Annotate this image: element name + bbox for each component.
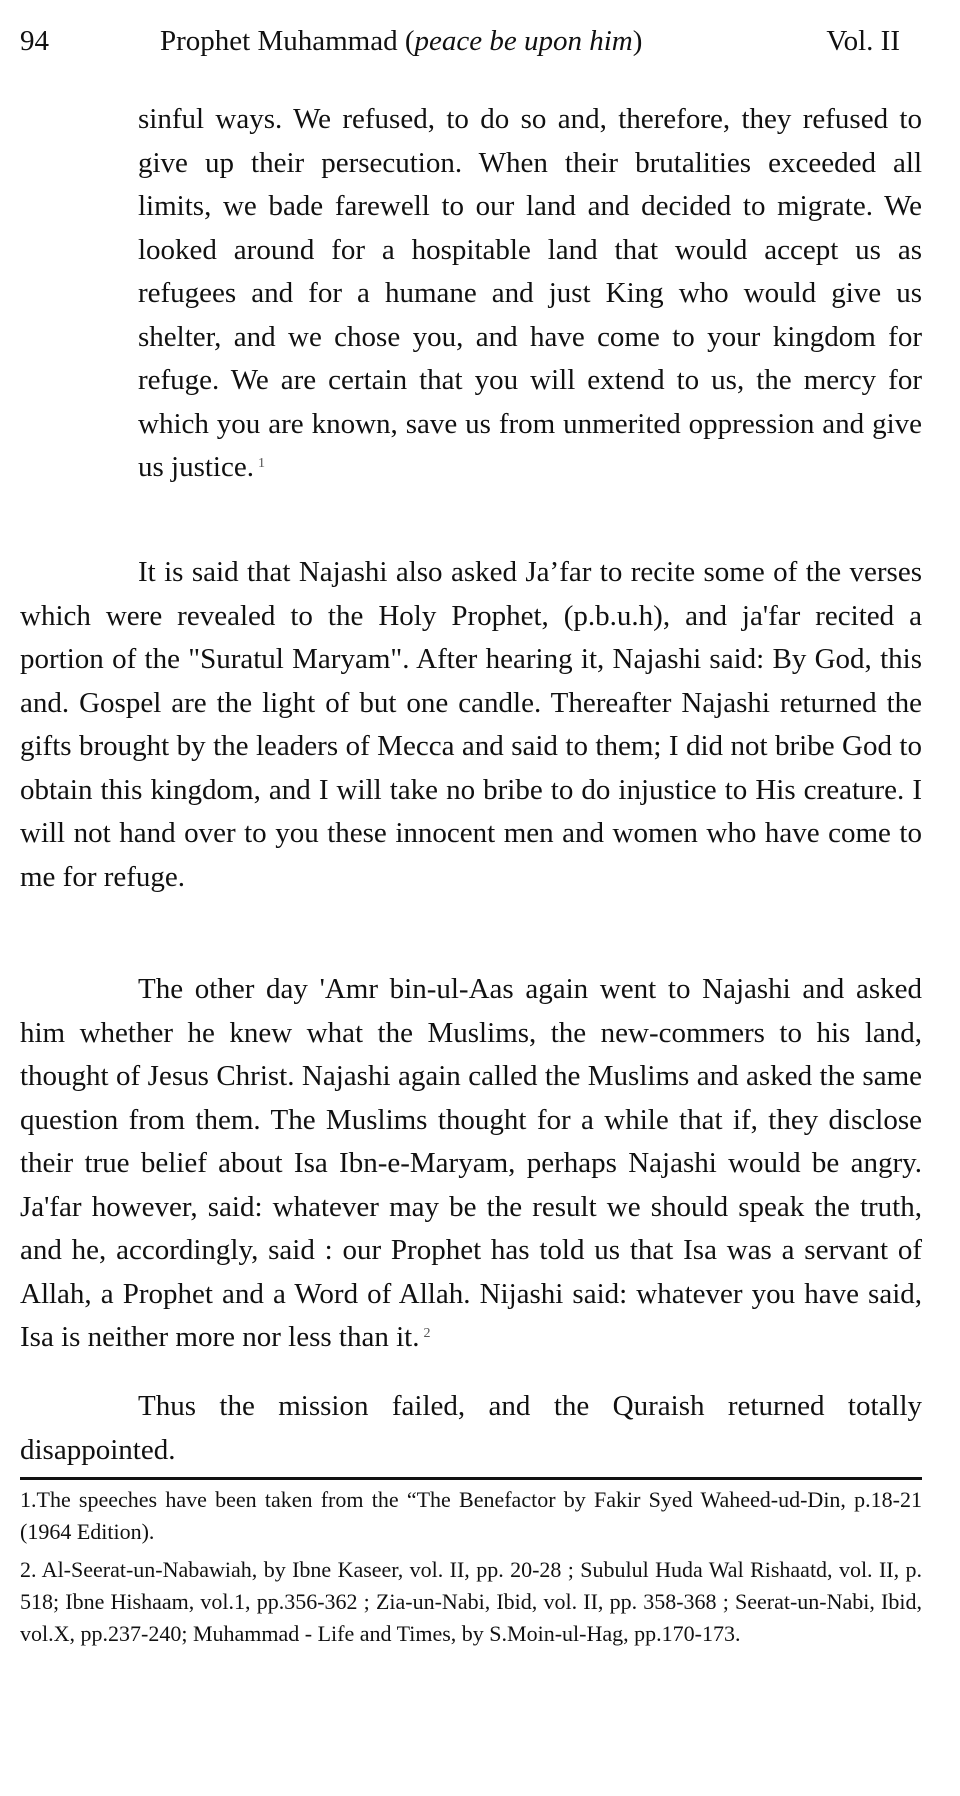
block-quote-text: sinful ways. We refused, to do so and, therefore, they refused to give up their persecution. When their brutalities exceeded all limits, we bade farewell to our land and decided to migrate. We looked around for a hospitable land that would accept us as refugees and for a humane and just King who would give us shelter, and we chose you, and have come to your kingdom for refuge. We are certain that you will extend to us, the mercy for which you are known, save us from unmerited oppression and give us justice. <box>138 103 922 483</box>
running-title-italic: peace be upon him <box>414 25 633 57</box>
volume-label: Vol. II <box>826 25 900 57</box>
paragraph-2 <box>20 968 922 1360</box>
running-title <box>160 16 642 66</box>
paragraph-3-text: Thus the mission failed, and the Quraish returned totally disappointed. <box>20 1390 922 1466</box>
page-number: 94 <box>20 25 49 57</box>
block-quote <box>138 98 922 490</box>
paragraph-3 <box>20 1385 922 1472</box>
footnote-2: 2. Al-Seerat-un-Nabawiah, by Ibne Kaseer, vol. II, pp. 20-28 ; Subulul Huda Wal Rishaatd, vol. II, p. 518; Ibne Hishaam, vol.1, pp.356-362 ; Zia-un-Nabi, Ibid, vol. II, pp. 358-368 ; Seerat-un-Nabi, Ibid, vol.X, pp.237-240; Muhammad - Life and Times, by S.Moin-ul-Hag, pp.170-173. <box>20 1557 922 1646</box>
paragraph-1 <box>20 551 922 899</box>
running-title-close: ) <box>632 25 643 57</box>
running-title-main: Prophet Muhammad ( <box>160 25 415 57</box>
page-header <box>20 16 940 66</box>
footnote-ref-1: 1 <box>258 456 265 471</box>
paragraph-2-text: The other day 'Amr bin-ul-Aas again went to Najashi and asked him whether he knew what the Muslims, the new-commers to his land, thought of Jesus Christ. Najashi again called the Muslims and asked the same question from them. The Muslims thought for a while that if, they disclose their true belief about Isa Ibn-e-Maryam, perhaps Najashi would be angry. Ja'far however, said: whatever may be the result we should speak the truth, and he, accordingly, said : our Prophet has told us that Isa was a servant of Allah, a Prophet and a Word of Allah. Nijashi said: whatever you have said, Isa is neither more nor less than it. <box>20 973 922 1353</box>
footnote-ref-2: 2 <box>423 1326 431 1341</box>
footnotes-section <box>20 1484 922 1656</box>
footnote-1: 1.The speeches have been taken from the “The Benefactor by Fakir Syed Waheed-ud-Din, p.18-21 (1964 Edition). <box>20 1487 922 1544</box>
footnote-divider <box>20 1477 922 1480</box>
paragraph-1-text: It is said that Najashi also asked Ja’far to recite some of the verses which were revealed to the Holy Prophet, (p.b.u.h), and ja'far recited a portion of the "Suratul Maryam". After hearing it, Najashi said: By God, this and. Gospel are the light of but one candle. Thereafter Najashi returned the gifts brought by the leaders of Mecca and said to them; I did not bribe God to obtain this kingdom, and I will take no bribe to do injustice to His creature. I will not hand over to you these innocent men and women who have come to me for refuge. <box>20 556 922 893</box>
